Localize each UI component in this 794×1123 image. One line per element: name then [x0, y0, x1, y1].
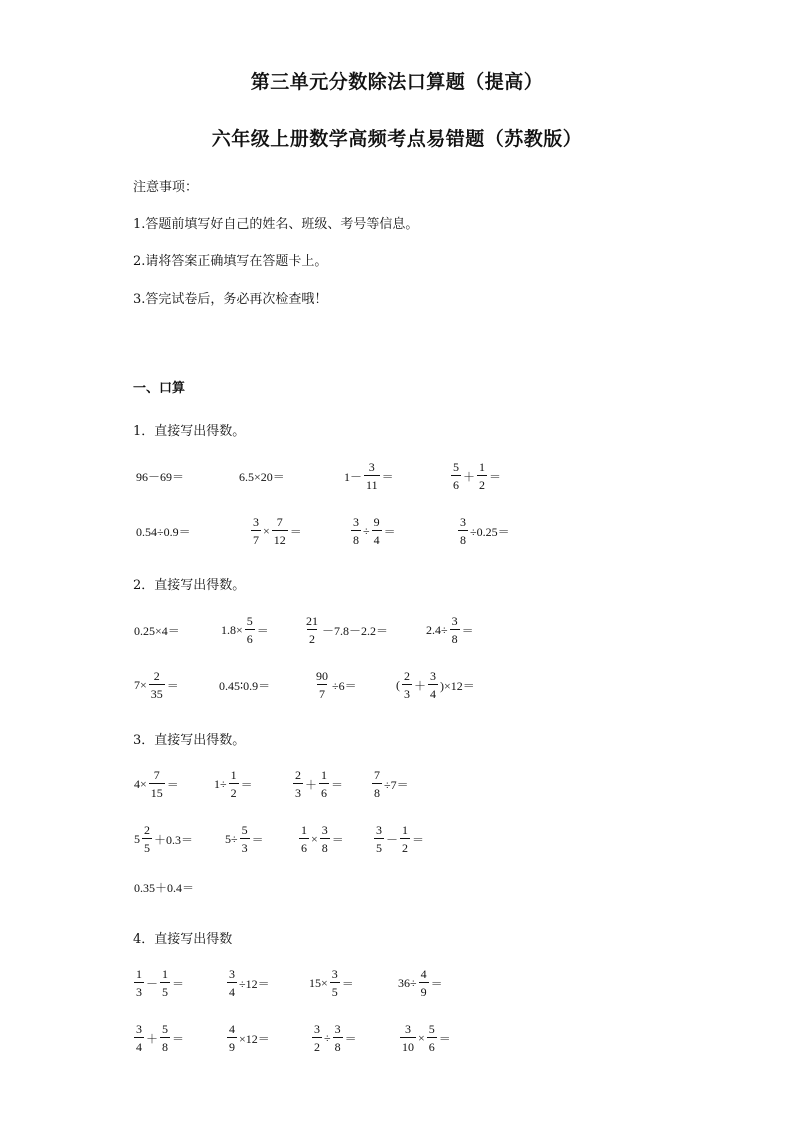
fraction	[451, 461, 461, 491]
fraction-numerator: 3	[331, 967, 338, 981]
fraction-numerator: 2	[404, 669, 410, 683]
fraction-denominator: 8	[333, 1037, 343, 1053]
fraction-numerator: 1	[321, 768, 328, 782]
fraction-numerator: 4	[420, 967, 427, 981]
math-expression	[133, 610, 181, 650]
expression-text: －	[146, 976, 159, 991]
expression-text: ＋	[414, 678, 427, 693]
fraction	[427, 1023, 437, 1053]
math-expression	[425, 610, 475, 650]
math-expression	[373, 819, 425, 859]
fraction	[240, 824, 250, 854]
math-expression	[133, 1018, 185, 1058]
math-expression	[133, 665, 180, 705]
fraction-denominator: 5	[142, 838, 152, 854]
fraction-numerator: 3	[451, 614, 458, 628]
expression-text: ＝	[344, 1031, 357, 1046]
fraction-numerator: 2	[295, 768, 301, 782]
expression-text: ＝	[256, 623, 269, 638]
expression-text: ＝	[438, 1031, 451, 1046]
expression-text: ＝	[166, 777, 179, 792]
question-1-label: 1．直接写出得数。	[133, 424, 246, 439]
fraction-numerator: 3	[368, 460, 375, 474]
fraction-numerator: 1	[162, 967, 169, 981]
math-expression	[238, 456, 286, 496]
fraction	[160, 1023, 170, 1053]
fraction-denominator: 7	[251, 530, 261, 546]
expression-text: 4×	[134, 776, 147, 791]
fraction	[402, 670, 412, 700]
math-expression	[298, 819, 345, 859]
expression-text: ÷12＝	[239, 976, 270, 991]
expression-text: 0.54÷0.9＝	[136, 524, 191, 539]
fraction-denominator: 11	[364, 475, 380, 491]
fraction-numerator: 4	[229, 1022, 235, 1036]
note-item-2: 2.请将答案正确填写在答题卡上。	[133, 254, 328, 269]
math-expression	[226, 1018, 271, 1058]
question-2-label: 2．直接写出得数。	[133, 578, 246, 593]
question-3-label: 3．直接写出得数。	[133, 733, 246, 748]
math-expression	[350, 511, 397, 551]
math-expression	[371, 764, 410, 804]
expression-text: ＋	[305, 777, 318, 792]
fraction	[372, 769, 382, 799]
fraction	[293, 769, 303, 799]
fraction	[149, 769, 165, 799]
fraction-denominator: 3	[134, 982, 144, 998]
fraction-denominator: 5	[160, 982, 170, 998]
fraction	[251, 516, 261, 546]
fraction-denominator: 2	[307, 629, 317, 645]
fraction-numerator: 3	[334, 1022, 341, 1036]
fraction-numerator: 3	[321, 823, 328, 837]
fraction	[314, 670, 330, 700]
fraction-numerator: 21	[306, 614, 318, 628]
fraction	[330, 968, 340, 998]
fraction-denominator: 4	[372, 530, 382, 546]
fraction-numerator: 2	[144, 823, 150, 837]
expression-text: ＝	[172, 976, 185, 991]
fraction-denominator: 8	[372, 783, 382, 799]
fraction-denominator: 12	[272, 530, 288, 546]
fraction	[364, 461, 380, 491]
math-expression	[343, 456, 395, 496]
expression-text: ＋	[463, 469, 476, 484]
fraction-denominator: 5	[374, 838, 384, 854]
question-4-label: 4．直接写出得数	[133, 932, 233, 947]
fraction	[374, 824, 384, 854]
expression-text: ＝	[461, 623, 474, 638]
expression-text: ÷7＝	[384, 777, 409, 792]
fraction-numerator: 7	[374, 768, 380, 782]
math-expression	[133, 867, 195, 907]
fraction-denominator: 6	[319, 783, 329, 799]
expression-text: 0.45∶0.9＝	[219, 678, 271, 693]
fraction-numerator: 90	[316, 669, 328, 683]
math-expression	[135, 511, 192, 551]
fraction-numerator: 1	[301, 823, 307, 837]
fraction-denominator: 3	[402, 684, 412, 700]
fraction-numerator: 3	[460, 515, 466, 529]
expression-text: ＝	[331, 832, 344, 847]
fraction	[245, 615, 255, 645]
math-expression	[397, 963, 444, 1003]
fraction	[333, 1023, 343, 1053]
fraction	[142, 824, 152, 854]
fraction	[428, 670, 438, 700]
fraction	[134, 968, 144, 998]
note-item-3: 3.答完试卷后，务必再次检查哦！	[133, 292, 328, 307]
fraction	[372, 516, 382, 546]
fraction-denominator: 6	[451, 475, 461, 491]
fraction-denominator: 35	[149, 684, 165, 700]
expression-text: ÷0.25＝	[470, 524, 510, 539]
math-expression	[133, 819, 194, 859]
expression-text: －	[386, 832, 399, 847]
fraction-numerator: 5	[241, 823, 248, 837]
math-expression	[399, 1018, 452, 1058]
fraction	[400, 1023, 416, 1053]
fraction-denominator: 2	[312, 1037, 322, 1053]
fraction	[272, 516, 288, 546]
math-expression	[450, 456, 502, 496]
fraction-numerator: 3	[314, 1022, 320, 1036]
expression-text: ＋	[146, 1031, 159, 1046]
notes-label: 注意事项：	[133, 180, 199, 195]
math-expression	[224, 819, 265, 859]
expression-text: ＝	[341, 976, 354, 991]
fraction-numerator: 7	[153, 768, 160, 782]
fraction-numerator: 3	[136, 1022, 142, 1036]
fraction-numerator: 3	[430, 669, 437, 683]
expression-text: (	[396, 677, 400, 692]
expression-text: )×12＝	[440, 678, 475, 693]
expression-text: ＝	[172, 1031, 185, 1046]
math-expression	[250, 511, 303, 551]
fraction-numerator: 3	[376, 823, 382, 837]
expression-text: 1.8×	[221, 622, 243, 637]
fraction-denominator: 6	[299, 838, 309, 854]
fraction-denominator: 8	[458, 530, 468, 546]
expression-text: 7×	[134, 677, 147, 692]
fraction-denominator: 9	[419, 982, 429, 998]
expression-text: ＝	[251, 832, 264, 847]
fraction-numerator: 3	[253, 515, 259, 529]
fraction-denominator: 10	[400, 1037, 416, 1053]
fraction-numerator: 1	[230, 768, 237, 782]
fraction-denominator: 2	[229, 783, 239, 799]
fraction	[227, 1023, 237, 1053]
section-title: 一、口算	[133, 381, 186, 396]
fraction-numerator: 1	[479, 460, 486, 474]
fraction-numerator: 2	[153, 669, 160, 683]
fraction	[351, 516, 361, 546]
expression-text: ＝	[240, 777, 253, 792]
fraction-numerator: 5	[246, 614, 253, 628]
fraction-denominator: 15	[149, 783, 165, 799]
fraction-numerator: 3	[353, 515, 359, 529]
expression-text: ÷6＝	[332, 678, 357, 693]
fraction-denominator: 5	[330, 982, 340, 998]
math-expression	[226, 963, 271, 1003]
page-subtitle: 六年级上册数学高频考点易错题（苏教版）	[211, 128, 583, 150]
fraction-numerator: 1	[136, 967, 142, 981]
fraction	[160, 968, 170, 998]
fraction	[458, 516, 468, 546]
fraction	[227, 968, 237, 998]
expression-text: ÷	[363, 523, 370, 538]
page-title: 第三单元分数除法口算题（提高）	[250, 71, 544, 93]
expression-text: ×	[418, 1030, 425, 1045]
fraction-denominator: 2	[400, 838, 410, 854]
expression-text: ＝	[381, 469, 394, 484]
math-expression	[218, 665, 271, 705]
fraction	[304, 615, 320, 645]
fraction-denominator: 4	[134, 1037, 144, 1053]
expression-text: ＝	[489, 469, 502, 484]
expression-text: ＝	[166, 678, 179, 693]
fraction-denominator: 4	[428, 684, 438, 700]
expression-text: ×	[311, 831, 318, 846]
fraction-numerator: 1	[402, 823, 409, 837]
fraction-numerator: 5	[428, 1022, 435, 1036]
fraction	[419, 968, 429, 998]
math-expression	[220, 610, 270, 650]
math-expression	[135, 456, 185, 496]
fraction-denominator: 2	[477, 475, 487, 491]
expression-text: 96－69＝	[136, 469, 185, 484]
fraction-denominator: 8	[351, 530, 361, 546]
expression-text: 2.4÷	[426, 622, 448, 637]
fraction	[477, 461, 487, 491]
fraction	[400, 824, 410, 854]
expression-text: ×	[263, 523, 270, 538]
fraction-denominator: 7	[317, 684, 327, 700]
expression-text: ＝	[383, 524, 396, 539]
expression-text: ＝	[289, 524, 302, 539]
math-expression	[133, 764, 180, 804]
fraction	[229, 769, 239, 799]
expression-text: ＋0.3＝	[154, 832, 194, 847]
expression-text: ＝	[412, 832, 425, 847]
fraction-denominator: 6	[245, 629, 255, 645]
fraction-denominator: 3	[293, 783, 303, 799]
expression-text: 0.35＋0.4＝	[134, 880, 195, 895]
fraction-numerator: 9	[373, 515, 380, 529]
note-item-1: 1.答题前填写好自己的姓名、班级、考号等信息。	[133, 217, 419, 232]
math-expression	[303, 610, 389, 650]
expression-text: 0.25×4＝	[134, 623, 180, 638]
fraction-numerator: 3	[405, 1022, 411, 1036]
expression-text: ＝	[331, 777, 344, 792]
expression-text: ÷	[324, 1030, 331, 1045]
expression-text: 15×	[309, 975, 328, 990]
fraction	[299, 824, 309, 854]
fraction-numerator: 5	[453, 460, 459, 474]
fraction-numerator: 7	[276, 515, 283, 529]
fraction-denominator: 4	[227, 982, 237, 998]
fraction	[319, 769, 329, 799]
math-expression	[457, 511, 511, 551]
expression-text: －7.8－2.2＝	[322, 623, 389, 638]
fraction-numerator: 5	[162, 1022, 169, 1036]
expression-text: 1－	[344, 469, 363, 484]
fraction	[149, 670, 165, 700]
fraction-numerator: 3	[229, 967, 235, 981]
fraction-denominator: 8	[160, 1037, 170, 1053]
fraction	[450, 615, 460, 645]
math-expression	[133, 963, 185, 1003]
math-expression	[395, 665, 476, 705]
fraction-denominator: 9	[227, 1037, 237, 1053]
expression-text: 1÷	[214, 776, 227, 791]
fraction	[312, 1023, 322, 1053]
expression-text: ×12＝	[239, 1031, 270, 1046]
expression-text: 5	[134, 831, 140, 846]
math-expression	[311, 1018, 358, 1058]
expression-text: 6.5×20＝	[239, 469, 285, 484]
math-expression	[308, 963, 355, 1003]
expression-text: 5÷	[225, 831, 238, 846]
fraction-denominator: 8	[450, 629, 460, 645]
math-expression	[292, 764, 344, 804]
fraction	[320, 824, 330, 854]
math-expression	[213, 764, 254, 804]
math-expression	[313, 665, 358, 705]
expression-text: 36÷	[398, 975, 417, 990]
fraction-denominator: 8	[320, 838, 330, 854]
fraction	[134, 1023, 144, 1053]
fraction-denominator: 3	[240, 838, 250, 854]
fraction-denominator: 6	[427, 1037, 437, 1053]
expression-text: ＝	[430, 976, 443, 991]
